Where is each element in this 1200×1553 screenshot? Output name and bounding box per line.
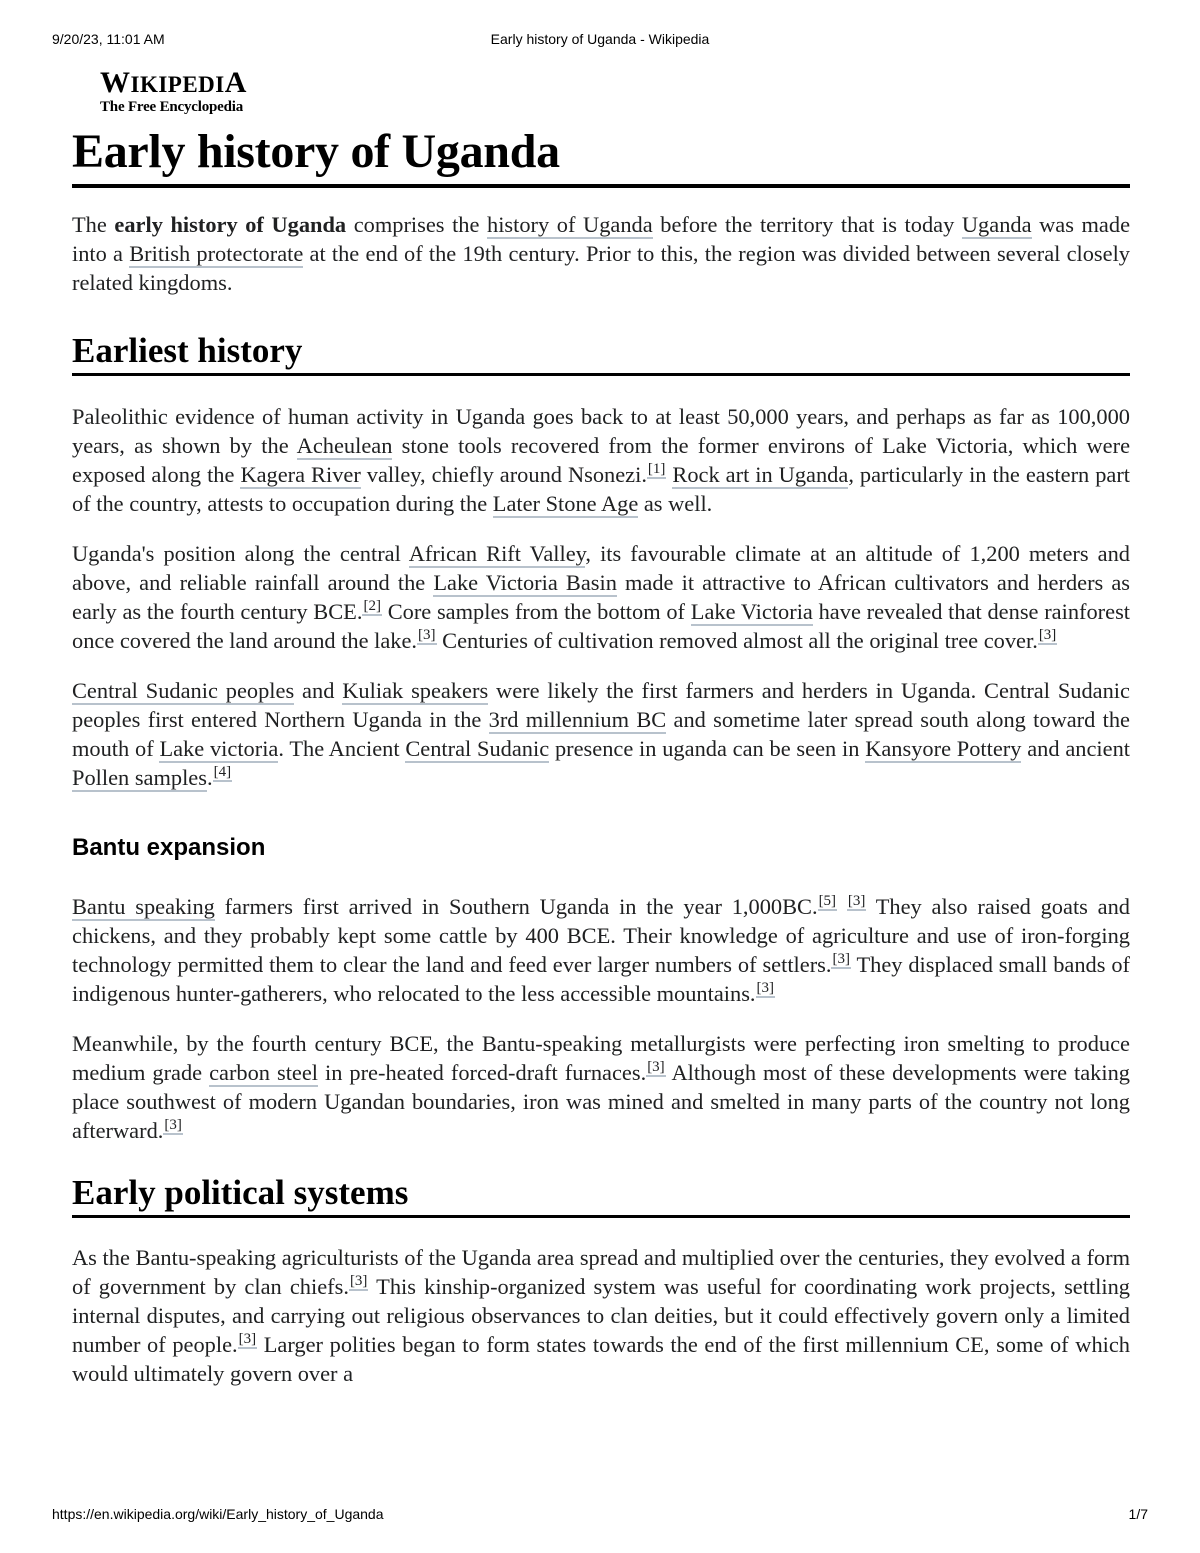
print-url: https://en.wikipedia.org/wiki/Early_history_of_Uganda: [52, 1506, 384, 1522]
link-kuliak-speakers[interactable]: Kuliak speakers: [342, 678, 489, 703]
print-header: [0, 31, 1200, 49]
citation-link[interactable]: [4]: [213, 764, 232, 780]
link-later-stone-age[interactable]: Later Stone Age: [492, 491, 639, 516]
citation-link[interactable]: [3]: [164, 1117, 182, 1133]
link-history-of-uganda[interactable]: history of Uganda: [487, 212, 653, 237]
link-pollen-samples[interactable]: Pollen samples: [72, 765, 207, 790]
citation-link[interactable]: [2]: [363, 598, 381, 614]
title-divider: [72, 184, 1130, 188]
paragraph: Bantu speaking farmers first arrived in Southern Uganda in the year 1,000BC.[5] [3] They also raised goats and chickens, and they probably kept some cattle by 400 BCE. Their knowledge of agriculture and use of iron-forging technology permitted them to clear the land and feed ever larger numbers of settlers.[3] They displaced small bands of indigenous hunter-gatherers, who relocated to the less accessible mountains.[3]: [72, 893, 1130, 1006]
citation-link[interactable]: [3]: [832, 951, 850, 967]
link-central-sudanic[interactable]: Central Sudanic: [405, 736, 550, 761]
citation-link[interactable]: [5]: [818, 893, 837, 909]
link-lake-victoria[interactable]: Lake Victoria: [690, 599, 813, 624]
link-kagera-river[interactable]: Kagera River: [240, 462, 361, 487]
logo-tagline: The Free Encyclopedia: [100, 99, 244, 115]
link-carbon-steel[interactable]: carbon steel: [209, 1060, 319, 1085]
print-footer: [0, 1506, 1200, 1524]
citation-link[interactable]: [3]: [1038, 627, 1057, 643]
heading-earliest-history: Earliest history: [72, 331, 303, 370]
link-kansyore-pottery[interactable]: Kansyore Pottery: [865, 736, 1022, 761]
link-rock-art-in-uganda[interactable]: Rock art in Uganda: [672, 462, 849, 487]
link-bantu-speaking[interactable]: Bantu speaking: [72, 894, 215, 919]
heading-divider: [72, 373, 1130, 376]
citation-link[interactable]: [1]: [647, 461, 666, 477]
citation-link[interactable]: [3]: [418, 627, 436, 643]
page-title: Early history of Uganda: [72, 125, 560, 178]
print-tab-title: Early history of Uganda - Wikipedia: [490, 31, 710, 47]
link-uganda[interactable]: Uganda: [961, 212, 1032, 237]
intro-paragraph: The early history of Uganda comprises the history of Uganda before the territory that is today Uganda was made into a British protectorate at the end of the 19th century. Prior to this, the region was divided between several closely related kingdoms.: [72, 212, 1131, 295]
article-content: [72, 122, 1130, 1388]
paragraph: Uganda's position along the central African Rift Valley, its favourable climate at an altitude of 1,200 meters and above, and reliable rainfall around the Lake Victoria Basin made it attractive to African cultivators and herders as early as the fourth century BCE.[2] Core samples from the bottom of Lake Victoria have revealed that dense rainforest once covered the land around the lake.[3] Centuries of cultivation removed almost all the original tree cover.[3]: [72, 541, 1131, 653]
link-british-protectorate[interactable]: British protectorate: [129, 241, 304, 266]
link-central-sudanic-peoples[interactable]: Central Sudanic peoples: [72, 678, 295, 703]
citation-link[interactable]: [3]: [349, 1273, 368, 1289]
wikipedia-logo[interactable]: [100, 68, 247, 115]
heading-divider: [72, 1215, 1130, 1218]
citation-link[interactable]: [3]: [238, 1331, 257, 1347]
citation-link[interactable]: [3]: [847, 893, 866, 909]
citation-link[interactable]: [3]: [647, 1059, 665, 1075]
link-3rd-millennium-bc[interactable]: 3rd millennium BC: [488, 707, 667, 732]
link-african-rift-valley[interactable]: African Rift Valley: [408, 541, 586, 566]
print-datetime: 9/20/23, 11:01 AM: [52, 31, 165, 47]
paragraph: Meanwhile, by the fourth century BCE, the Bantu-speaking metallurgists were perfecting iron smelting to produce medium grade carbon steel in pre-heated forced-draft furnaces.[3] Although most of these developments were taking place southwest of modern Ugandan boundaries, iron was mined and smelted in many parts of the country not long afterward.[3]: [72, 1031, 1130, 1143]
print-page-number: 1/7: [1128, 1506, 1148, 1522]
paragraph: Paleolithic evidence of human activity in Uganda goes back to at least 50,000 years, and perhaps as far as 100,000 years, as shown by the Acheulean stone tools recovered from the former environs of Lake Victoria, which were exposed along the Kagera River valley, chiefly around Nsonezi.[1] Rock art in Uganda, particularly in the eastern part of the country, attests to occupation during the Later Stone Age as well.: [72, 404, 1131, 516]
paragraph: As the Bantu-speaking agriculturists of the Uganda area spread and multiplied over the centuries, they evolved a form of government by clan chiefs.[3] This kinship-organized system was useful for coordinating work projects, settling internal disputes, and carrying out religious observances to clan deities, but it could effectively govern only a limited number of people.[3] Larger polities began to form states towards the end of the first millennium CE, some of which would ultimately govern over a: [72, 1245, 1130, 1386]
paragraph: Central Sudanic peoples and Kuliak speakers were likely the first farmers and herders in Uganda. Central Sudanic peoples first entered Northern Uganda in the 3rd millennium BC and sometime later spread south along toward the mouth of Lake victoria. The Ancient Central Sudanic presence in uganda can be seen in Kansyore Pottery and ancient Pollen samples.[4]: [72, 678, 1131, 790]
logo-wordmark: WIKIPEDIA: [100, 66, 247, 99]
heading-bantu-expansion: Bantu expansion: [72, 834, 266, 861]
heading-early-political-systems: Early political systems: [72, 1173, 409, 1212]
link-acheulean[interactable]: Acheulean: [296, 433, 393, 458]
link-lake-victoria-basin[interactable]: Lake Victoria Basin: [433, 570, 617, 595]
link-lake-victoria-2[interactable]: Lake victoria: [159, 736, 279, 761]
citation-link[interactable]: [3]: [756, 980, 775, 996]
